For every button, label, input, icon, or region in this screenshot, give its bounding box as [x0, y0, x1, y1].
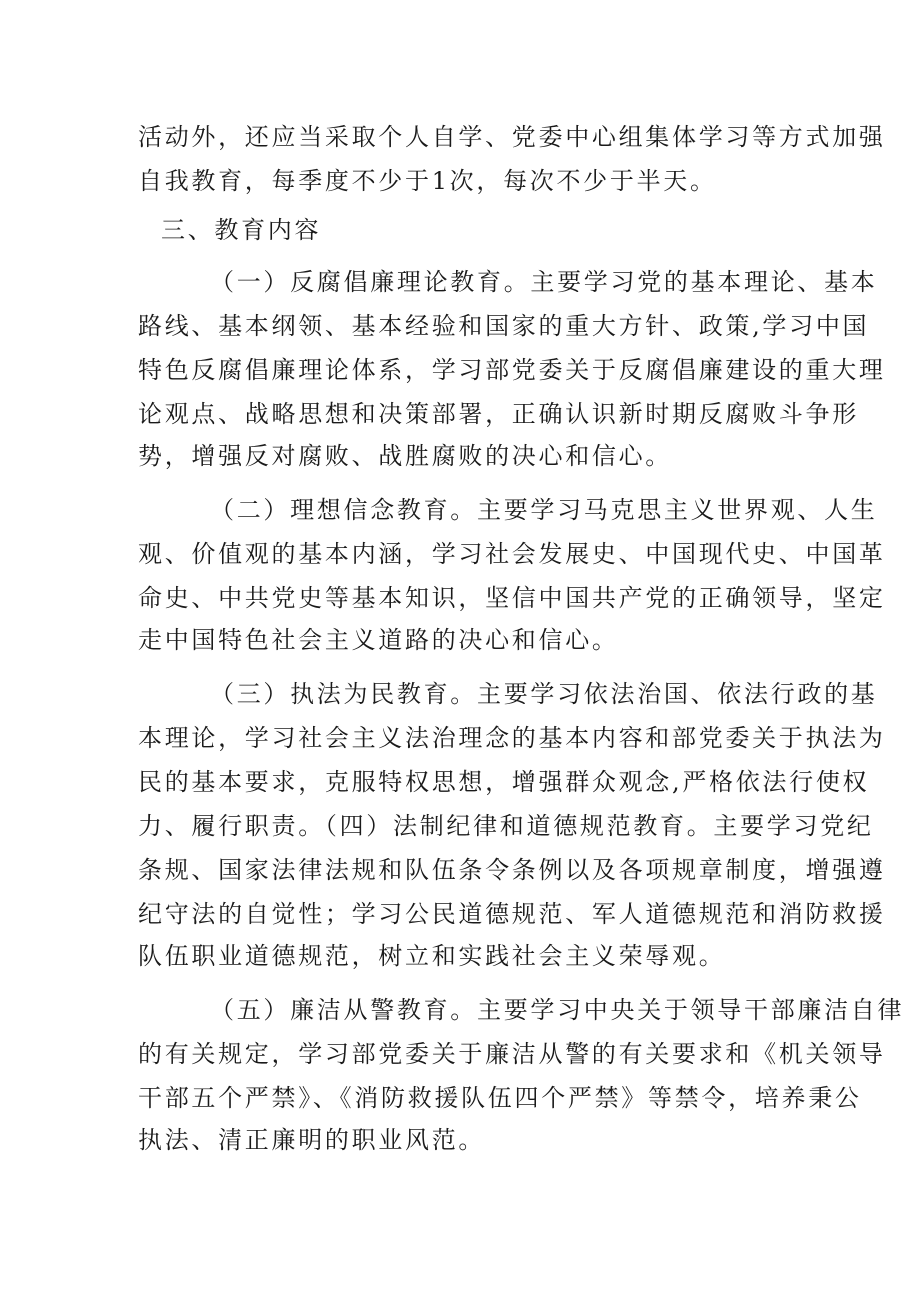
paragraph-line: （五）廉洁从警教育。主要学习中央关于领导干部廉洁自律: [210, 996, 905, 1024]
paragraph-line: 的有关规定，学习部党委关于廉洁从警的有关要求和《机关领导: [138, 1040, 886, 1068]
paragraph-line: 条规、国家法律法规和队伍条令条例以及各项规章制度，增强遵: [138, 856, 886, 884]
intro-line: 自我教育，每季度不少于1次，每次不少于半天。: [138, 167, 717, 195]
paragraph-line: 势，增强反对腐败、战胜腐败的决心和信心。: [138, 442, 672, 470]
paragraph-line: 民的基本要求，克服特权思想，增强群众观念,严格依法行使权: [138, 768, 870, 796]
paragraph-line: 命史、中共党史等基本知识，坚信中国共产党的正确领导，坚定: [138, 584, 886, 612]
paragraph-line: 特色反腐倡廉理论体系，学习部党委关于反腐倡廉建设的重大理: [138, 356, 886, 384]
paragraph-line: 路线、基本纲领、基本经验和国家的重大方针、政策,学习中国: [138, 312, 870, 340]
paragraph-line: （三）执法为民教育。主要学习依法治国、依法行政的基: [210, 680, 878, 708]
paragraph-line: 观、价值观的基本内涵，学习社会发展史、中国现代史、中国革: [138, 540, 886, 568]
paragraph-line: 执法、清正廉明的职业风范。: [138, 1126, 486, 1154]
paragraph-line: 论观点、战略思想和决策部署，正确认识新时期反腐败斗争形: [138, 400, 859, 428]
paragraph-line: 走中国特色社会主义道路的决心和信心。: [138, 626, 619, 654]
paragraph-line: 队伍职业道德规范，树立和实践社会主义荣辱观。: [138, 942, 726, 970]
paragraph-line: 本理论，学习社会主义法治理念的基本内容和部党委关于执法为: [138, 724, 886, 752]
section-heading: 三、教育内容: [161, 216, 322, 244]
intro-line: 活动外，还应当采取个人自学、党委中心组集体学习等方式加强: [138, 123, 886, 151]
paragraph-line: （二）理想信念教育。主要学习马克思主义世界观、人生: [210, 496, 878, 524]
paragraph-line: 力、履行职责。（四）法制纪律和道德规范教育。主要学习党纪: [138, 812, 874, 840]
paragraph-line: （一）反腐倡廉理论教育。主要学习党的基本理论、基本: [210, 268, 878, 296]
paragraph-line: 纪守法的自觉性；学习公民道德规范、军人道德规范和消防救援: [138, 900, 886, 928]
paragraph-line: 干部五个严禁》、《消防救援队伍四个严禁》等禁令，培养秉公: [138, 1084, 862, 1112]
